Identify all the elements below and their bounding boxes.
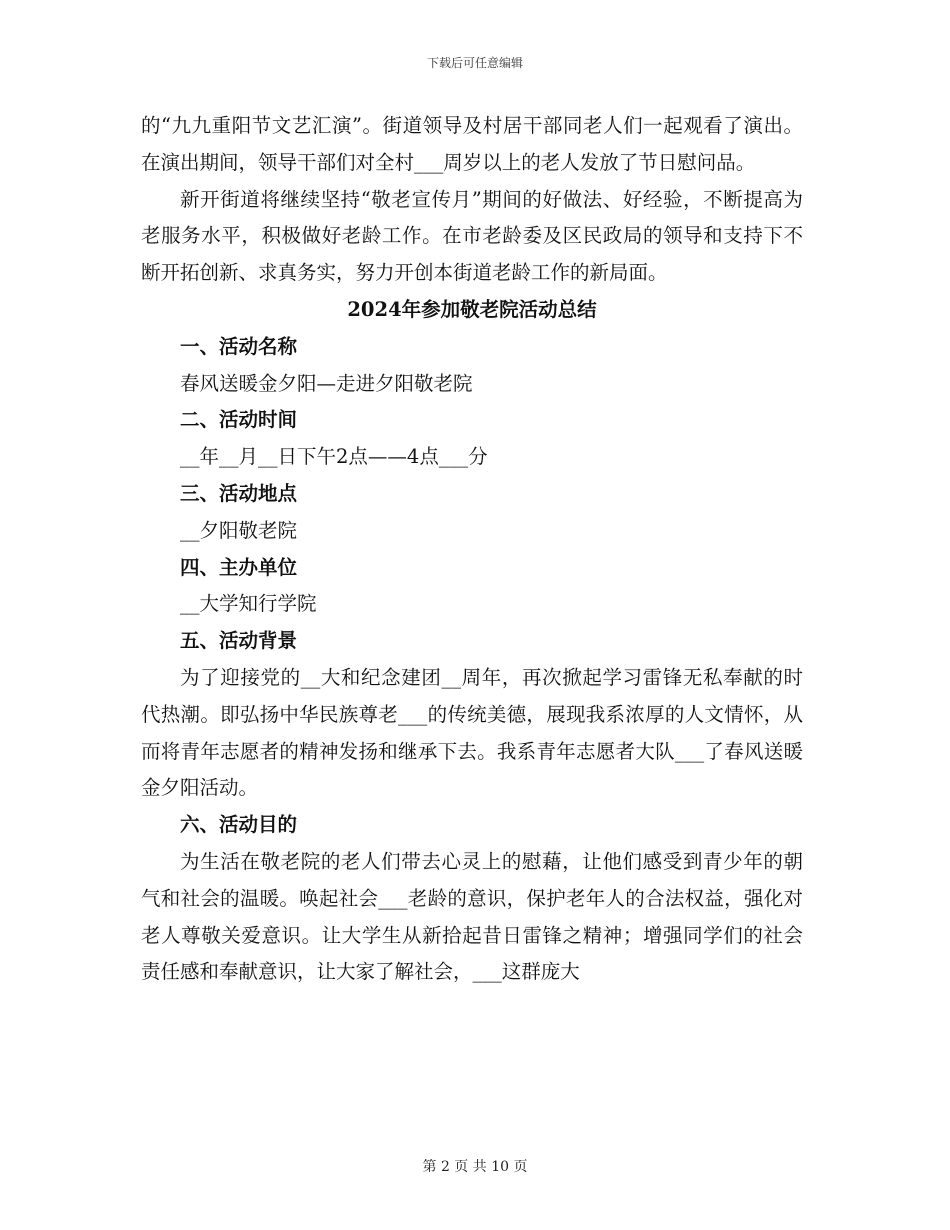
section-text-activity-location: __夕阳敬老院 bbox=[180, 518, 298, 542]
section-heading-organizer: 四、主办单位 bbox=[180, 555, 298, 579]
section-text-organizer: __大学知行学院 bbox=[180, 592, 317, 616]
section-heading-activity-name: 一、活动名称 bbox=[180, 334, 298, 358]
section-text-activity-time: __年__月__日下午2点——4点___分 bbox=[180, 445, 488, 469]
page-footer: 第 2 页 共 10 页 bbox=[422, 1159, 528, 1175]
section-heading-purpose: 六、活动目的 bbox=[180, 813, 298, 837]
section-heading-background: 五、活动背景 bbox=[180, 629, 298, 653]
paragraph-event-review: 的“九九重阳节文艺汇演”。街道领导及村居干部同老人们一起观看了演出。在演出期间，领导干部们对全村___周岁以上的老人发放了节日慰问品。 bbox=[141, 114, 803, 174]
paragraph-street-plan: 新开街道将继续坚持“敬老宣传月”期间的好做法、好经验，不断提高为老服务水平，积极做好老龄工作。在市老龄委及区民政局的领导和支持下不断开拓创新、求真务实，努力开创本街道老龄工作的新局面。 bbox=[141, 187, 803, 285]
page-header: 下载后可任意编辑 bbox=[426, 56, 523, 70]
section-text-activity-name: 春风送暖金夕阳—走进夕阳敬老院 bbox=[180, 371, 473, 395]
section-heading-activity-location: 三、活动地点 bbox=[180, 481, 298, 505]
section-text-purpose: 为生活在敬老院的老人们带去心灵上的慰藉，让他们感受到青少年的朝气和社会的温暖。唤起社会___老龄的意识，保护老年人的合法权益，强化对老人尊敬关爱意识。让大学生从新拾起昔日雷锋之精神；增强同学们的社会责任感和奉献意识，让大家了解社会，___这群庞大 bbox=[141, 849, 803, 984]
section-heading-activity-time: 二、活动时间 bbox=[180, 408, 298, 432]
document-title: 2024年参加敬老院活动总结 bbox=[347, 297, 597, 321]
section-text-background: 为了迎接党的__大和纪念建团__周年，再次掀起学习雷锋无私奉献的时代热潮。即弘扬中华民族尊老___的传统美德，展现我系浓厚的人文情怀，从而将青年志愿者的精神发扬和继承下去。我系青年志愿者大队___了春风送暖金夕阳活动。 bbox=[141, 665, 803, 800]
document-body bbox=[141, 108, 803, 991]
